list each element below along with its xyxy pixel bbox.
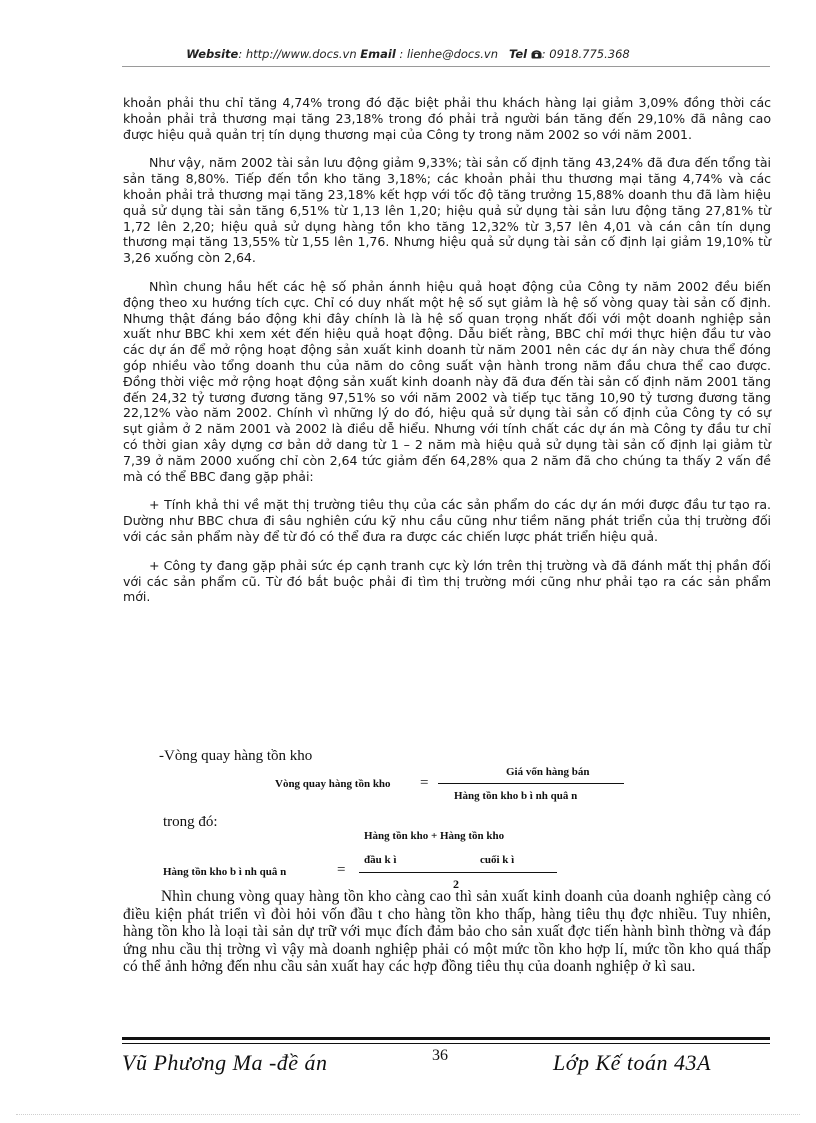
email-label: Email <box>360 47 396 61</box>
website-url[interactable]: : http://www.docs.vn <box>238 47 357 61</box>
formula2-subscript-end: cuối k ì <box>480 854 515 866</box>
footer-divider <box>122 1037 770 1040</box>
formula2-fraction-bar <box>359 872 557 873</box>
footer-class: Lớp Kế toán 43A <box>553 1050 711 1075</box>
formula1-denominator: Hàng tồn kho b ì nh quâ n <box>454 790 578 802</box>
formula2-equals: = <box>337 862 346 878</box>
bullet-paragraph: + Công ty đang gặp phải sức ép cạnh tranh cực kỳ lớn trên thị trường và đã đánh mất thị phần đối với các sản phẩm cũ. Từ đó bắt buộc phải đi tìm thị trường mới cũng như phải tạo ra các sản phẩm mới. <box>123 557 771 605</box>
paragraph: khoản phải thu chỉ tăng 4,74% trong đó đặc biệt phải thu khách hàng lại giảm 3,09% đồng thời các khoản phải trả thương mại tăng 23,18% trong đó phải trả người bán tăng đến 29,10% đã nâng cao được hiệu quả quản trị tín dụng thương mại của Công ty trong năm 2002 so với năm 2001. <box>123 95 771 142</box>
formula1-numerator: Giá vốn hàng bán <box>506 766 590 778</box>
formula1-left: Vòng quay hàng tồn kho <box>275 778 391 790</box>
body-text <box>123 95 771 618</box>
where-label: trong đó: <box>163 814 218 830</box>
bullet-paragraph: + Tính khả thi về mặt thị trường tiêu thụ của các sản phẩm do các dự án mới được đầu tư tạo ra. Dường như BBC chưa đi sâu nghiên cứu kỹ nhu cầu cũng như tiềm năng phát triển của thị trường đối với các sản phẩm này để từ đó có thể đưa ra được các chiến lược phát triển hiệu quả. <box>123 497 771 544</box>
page-header <box>0 47 816 61</box>
formula1-fraction-bar <box>438 783 624 784</box>
paragraph: Nhìn chung hầu hết các hệ số phản ánnh hiệu quả hoạt động của Công ty năm 2002 đều biến động theo xu hướng tích cực. Chỉ có duy nhất một hệ số sụt giảm là hệ số vòng quay tài sản cố định. Nhưng thật đáng báo động khi đây chính là là hệ số quan trọng nhất đối với một doanh nghiệp sản xuất như BBC khi xem xét đến hiệu quả hoạt động. Dẫu biết rằng, BBC chỉ mới thực hiện đầu tư vào các dự án để mở rộng hoạt động sản xuất kinh doanh từ năm 2001 nên các dự án này chưa thể đóng góp nhiều vào tổng doanh thu của năm do công suất vận hành trong năm đầu chưa thể cao được. Đồng thời việc mở rộng hoạt động sản xuất kinh doanh này đã đưa đến tài sản cố định năm 2001 tăng đến 24,32 tỷ tương đương tăng 97,51% so với năm 2002 và tiếp tục tăng 10,90 tỷ tương đương tăng 22,12% vào năm 2002. Chính vì những lý do đó, hiệu quả sử dụng tài sản cố định của Công ty có sự sụt giảm ở 2 năm 2001 và 2002 là điều dễ hiểu. Nhưng với tính chất các dự án mà Công ty đầu tư chỉ có thời gian xây dựng cơ bản dở dang từ 1 – 2 năm mà hiệu quả sử dụng tài sản cố định lại giảm từ 7,39 ở năm 2000 xuống chỉ còn 2,64 tức giảm đến 64,28% qua 2 năm đã cho chúng ta thấy 2 vấn đề mà có thể BBC đang gặp phải: <box>123 278 771 484</box>
formula2-subscript-start: đầu k ì <box>364 854 397 866</box>
formula2-numerator: Hàng tồn kho + Hàng tồn kho <box>364 830 505 842</box>
tel-label: Tel <box>508 47 528 61</box>
footer-author: Vũ Phương Ma -đề án <box>122 1050 328 1075</box>
paragraph: Như vậy, năm 2002 tài sản lưu động giảm 9,33%; tài sản cố định tăng 43,24% đã đưa đến tổng tài sản tăng 8,80%. Tiếp đến tồn kho tăng 3,18%; các khoản phải thu thương mại tăng 4,74% và các khoản phải trả thương mại tăng 23,18% kết hợp với tốc độ tăng trưởng 15,88% doanh thu đã làm hiệu quả sử dụng tài sản tăng 6,51% từ 1,13 lên 1,20; hiệu quả sử dụng tài sản lưu động tăng 27,81% từ 1,72 lên 2,20; hiệu quả sử dụng hàng tồn kho tăng 12,32% từ 3,57 lên 4,01 và cán cân tín dụng thương mại tăng 13,55% từ 1,55 lên 1,76. Nhưng hiệu quả sử dụng tài sản cố định lại giảm 19,10% từ 3,26 xuống còn 2,64. <box>123 155 771 266</box>
formula2-left: Hàng tồn kho b ì nh quâ n <box>163 866 287 878</box>
website-label: Website <box>186 47 239 61</box>
page-edge <box>16 1114 800 1115</box>
paragraph: Nhìn chung vòng quay hàng tồn kho càng cao thì sản xuất kinh doanh của doanh nghiệp càng có điều kiện phát triển vì đòi hỏi vốn đầu t cho hàng tồn kho thấp, hàng tiêu thụ đợc nhiều. Tuy nhiên, hàng tồn kho là loại tài sản dự trữ với mục đích đảm bảo cho sản xuất đợc tiến hành bình thờng và đáp ứng nhu cầu thị trờng vì vậy mà doanh nghiệp phải có một mức tồn kho hợp lí, mức tồn kho quá thấp có thể ảnh hởng đến nhu cầu sản xuất hay các hợp đồng tiêu thụ của doanh nghiệp ở kì sau. <box>123 888 771 976</box>
tel-number: : 0918.775.368 <box>541 47 630 61</box>
phone-icon <box>531 47 542 61</box>
header-divider <box>122 66 770 67</box>
section-heading: -Vòng quay hàng tồn kho <box>159 748 313 764</box>
footer-divider <box>122 1043 770 1044</box>
formula2-denominator: 2 <box>453 877 459 891</box>
email-address[interactable]: : lienhe@docs.vn <box>395 47 498 61</box>
formula1-equals: = <box>420 775 429 791</box>
page-number: 36 <box>432 1047 448 1064</box>
